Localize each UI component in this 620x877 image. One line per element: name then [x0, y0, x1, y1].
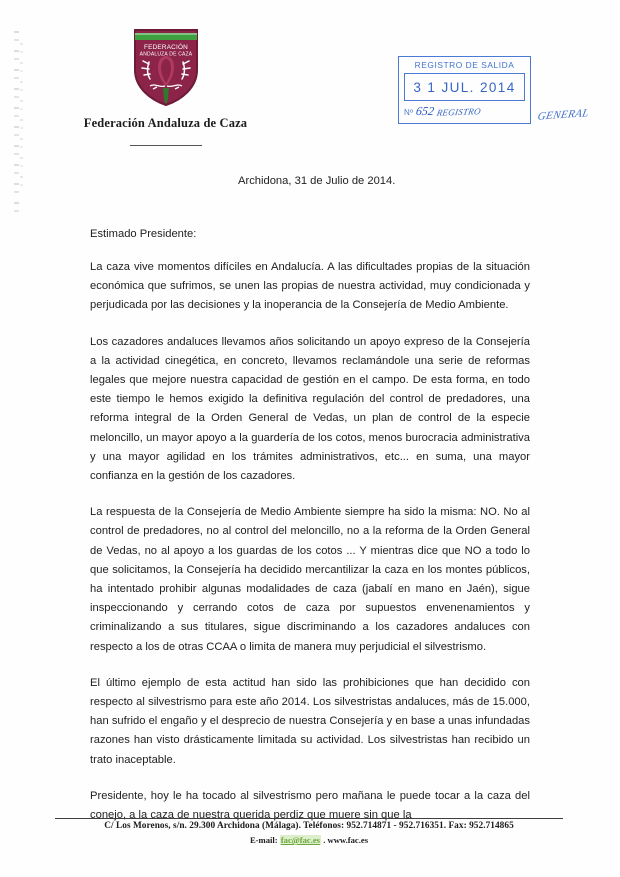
- stamp-number-row: [404, 104, 525, 119]
- organization-name: Federación Andaluza de Caza: [83, 116, 248, 130]
- letter-body: [90, 228, 530, 842]
- registro-de-salida-stamp: [398, 56, 590, 124]
- scan-artifact-edge: [14, 28, 19, 218]
- stamp-number-word: REGISTRO: [436, 106, 482, 118]
- letterhead: [48, 26, 283, 146]
- letter-paragraph: La respuesta de la Consejería de Medio Ambiente siempre ha sido la misma: NO. No al control de predadores, no al control del meloncillo, no a la reforma de la Orden General de Vedas, no al apoyo a los guardas de los cotos ... Y mientras dice que NO a todo lo que solicitamos, la Consejería ha decidido mercantilizar la caza en los montes públicos, ha intentado prohibir algunas modalidades de caza (jabalí en mano en Jaén), sigue inspeccionando y cerrando cotos de caza por supuestos envenenamientos y criminalizando a sus titulares, sigue discriminando a los cazadores andaluces con respecto a los de otras CCAA o limita de manera muy perjudicial el silvestrismo.: [90, 506, 530, 653]
- footer-email-label: E-mail:: [249, 835, 278, 845]
- footer-email-link[interactable]: fac@fac.es: [280, 835, 321, 845]
- crest-banner-line1: FEDERACIÓN: [143, 44, 188, 51]
- letter-dateline: Archidona, 31 de Julio de 2014.: [238, 175, 396, 187]
- federation-crest-logo: [129, 26, 203, 108]
- stamp-date-frame: [404, 73, 525, 101]
- crest-banner-line2: ANDALUZA DE CAZA: [139, 51, 192, 58]
- stamp-handwritten-note: GENERAL: [536, 107, 590, 123]
- page-footer: [55, 821, 563, 845]
- letterhead-divider: [130, 145, 202, 146]
- letter-paragraph: El último ejemplo de esta actitud han sido las prohibiciones que han decidido con respecto al silvestrismo para este año 2014. Los silvestristas andaluces, más de 15.000, han sufrido el engaño y el desprecio de nuestra Consejería y en base a unas infundadas razones han visto drásticamente limitada su actividad. Los silvestristas han recibido un trato inaceptable.: [90, 676, 530, 766]
- stamp-border-box: [398, 56, 531, 124]
- footer-address: C/ Los Morenos, s/n. 29.300 Archidona (Málaga). Teléfonos: 952.714871 - 952.716351. Fax: 952.714865: [104, 821, 514, 831]
- footer-contact-line: [55, 835, 563, 845]
- letter-paragraph: Los cazadores andaluces llevamos años solicitando un apoyo expreso de la Consejería a la actividad cinegética, en concreto, llevamos reclamándole una serie de reformas legales que mejore nuestra capacidad de gestión en el campo. De esta forma, en todo este tiempo le hemos exigido la definitiva regulación del control de predadores, una reforma integral de la Orden General de Vedas, un plan de control de la especie meloncillo, un mayor apoyo a la guardería de los cotos, menos burocracia administrativa y una mayor agilidad en los trámites administrativos, etc... en suma, una mayor confianza en la gestión de los cazadores.: [90, 335, 530, 483]
- footer-website: . www.fac.es: [323, 835, 369, 845]
- stamp-title: REGISTRO DE SALIDA: [414, 60, 515, 70]
- letter-salutation: Estimado Presidente:: [90, 228, 197, 240]
- letter-paragraph: Presidente, hoy le ha tocado al silvestrismo pero mañana le puede tocar a la caza del conejo, a la caza de nuestra querida perdiz que muere sin que la: [90, 789, 530, 822]
- scan-artifact-edge-secondary: [20, 40, 23, 190]
- footer-divider: [55, 818, 563, 819]
- stamp-date: 3 1 JUL. 2014: [413, 79, 516, 95]
- stamp-number-value: 652: [415, 104, 436, 118]
- letter-paragraph: La caza vive momentos difíciles en Andalucía. A las dificultades propias de la situación económica que sufrimos, se unen las propias de nuestra actividad, muy condicionada y perjudicada por las decisiones y la inoperancia de la Consejería de Medio Ambiente.: [90, 261, 530, 312]
- stamp-number-label: Nº: [404, 108, 414, 117]
